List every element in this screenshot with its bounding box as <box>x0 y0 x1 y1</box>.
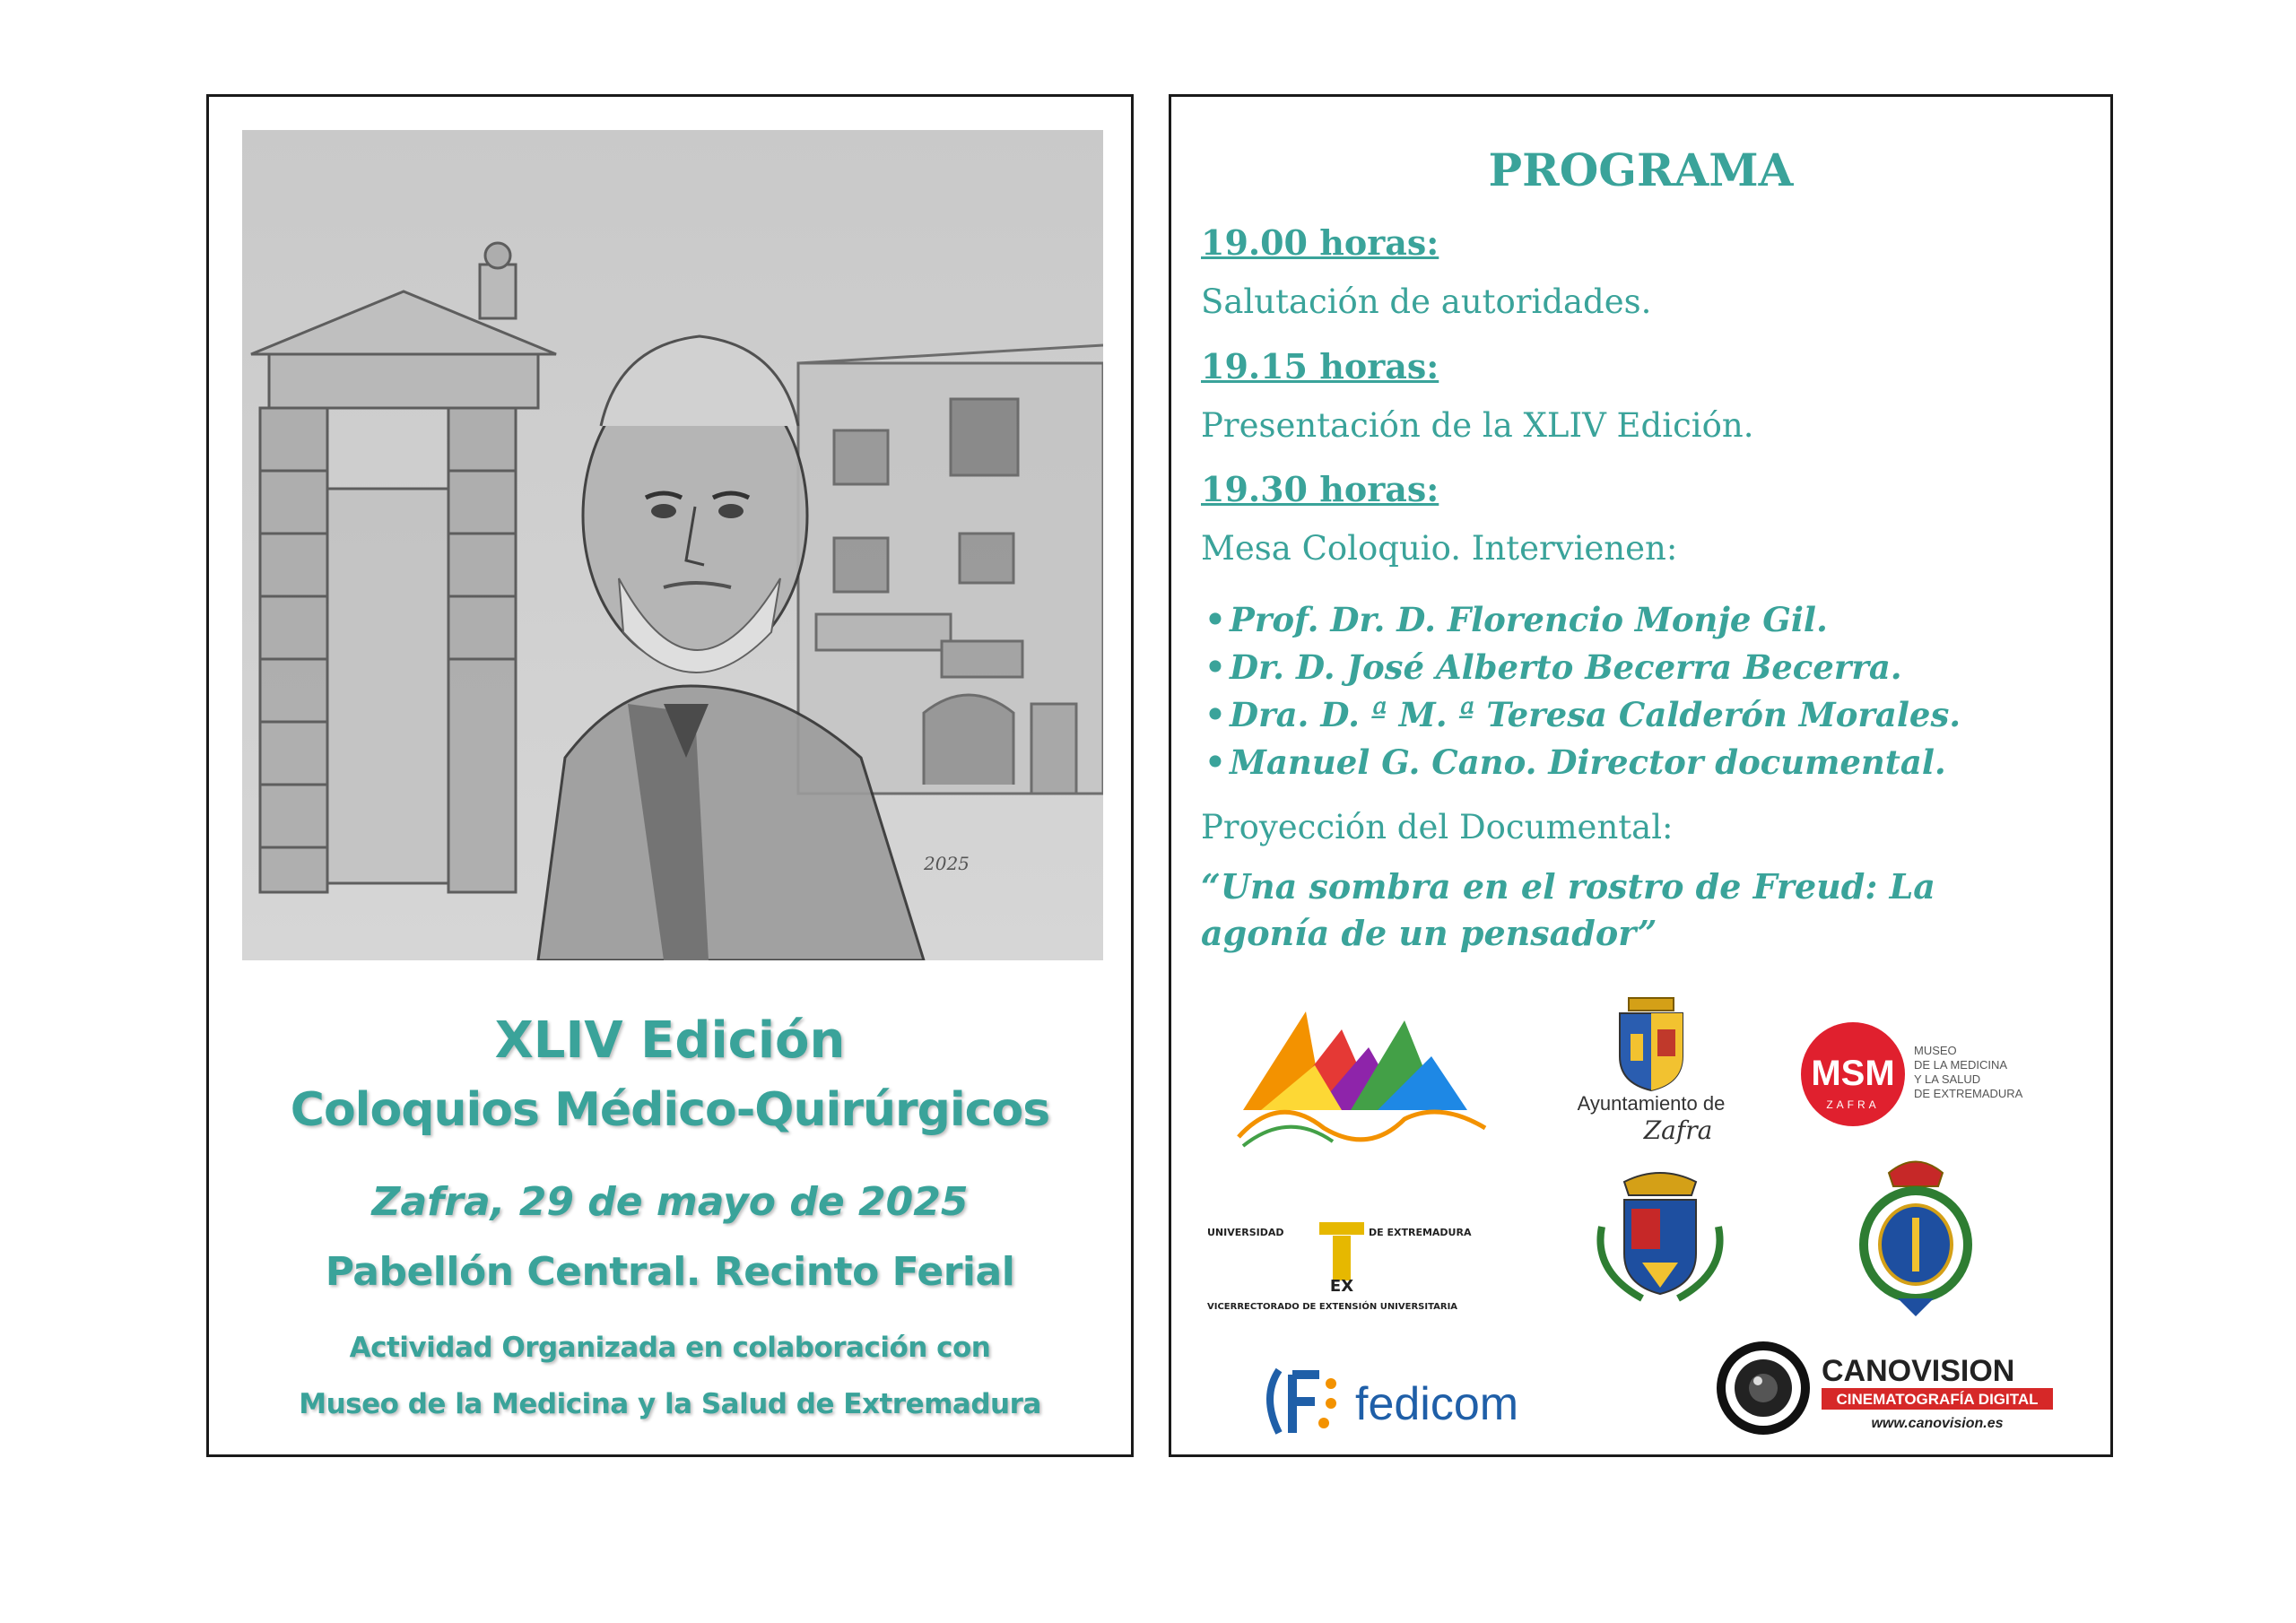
program-desc-3: Mesa Coloquio. Intervienen: <box>1201 529 1678 568</box>
ayuntamiento-zafra-logo: Ayuntamiento de Zafra <box>1544 994 1759 1145</box>
svg-text:DE EXTREMADURA: DE EXTREMADURA <box>1914 1087 2023 1100</box>
zafra-coat-of-arms-icon <box>1611 994 1692 1092</box>
svg-text:CANOVISION: CANOVISION <box>1822 1354 2015 1388</box>
program-time-3: 19.30 horas: <box>1201 469 1439 509</box>
event-title: Coloquios Médico-Quirúrgicos <box>290 1083 1050 1137</box>
svg-text:Y LA SALUD: Y LA SALUD <box>1914 1072 1981 1086</box>
speaker-item: • Dra. D. ª M. ª Teresa Calderón Morales. <box>1201 691 1961 739</box>
svg-text:www.canovision.es: www.canovision.es <box>1871 1416 2004 1431</box>
collaboration-line-1: Actividad Organizada en colaboración con <box>349 1332 991 1364</box>
speaker-list <box>1201 596 1961 786</box>
bullet-icon: • <box>1205 647 1226 687</box>
program-desc-2: Presentación de la XLIV Edición. <box>1201 406 1754 445</box>
freud-sketch-illustration <box>242 130 1103 960</box>
colorful-mountains-logo <box>1225 994 1494 1164</box>
svg-text:VICERRECTORADO DE EXTENSIÓN UN: VICERRECTORADO DE EXTENSIÓN UNIVERSITARIA <box>1207 1302 1458 1312</box>
svg-text:DE LA MEDICINA: DE LA MEDICINA <box>1914 1058 2008 1072</box>
uex-logo <box>1207 1209 1503 1316</box>
fedicom-logo <box>1243 1348 1566 1455</box>
pencil-drawing <box>242 130 1103 960</box>
documentary-title: “Una sombra en el rostro de Freud: La agonía de un pensador” <box>1201 866 1935 953</box>
sketch-signature: 2025 <box>924 853 970 874</box>
svg-text:ZAFRA: ZAFRA <box>1826 1098 1880 1111</box>
event-venue: Pabellón Central. Recinto Ferial <box>325 1249 1015 1295</box>
speaker-item: • Dr. D. José Alberto Becerra Becerra. <box>1201 644 1961 691</box>
bullet-icon: • <box>1205 695 1226 734</box>
canovision-logo <box>1709 1334 2068 1442</box>
program-desc-1: Salutación de autoridades. <box>1201 282 1652 321</box>
edition-title: XLIV Edición <box>494 1011 846 1070</box>
program-time-1: 19.00 horas: <box>1201 222 1439 263</box>
medical-college-crest-1-icon <box>1588 1164 1732 1307</box>
event-date: Zafra, 29 de mayo de 2025 <box>371 1179 969 1225</box>
svg-text:UNIVERSIDAD: UNIVERSIDAD <box>1207 1227 1284 1238</box>
bullet-icon: • <box>1205 600 1226 639</box>
collaboration-line-2: Museo de la Medicina y la Salud de Extremadura <box>299 1388 1041 1420</box>
program-panel <box>1169 94 2113 1457</box>
medical-college-crest-2-icon <box>1853 1150 1979 1321</box>
program-heading: PROGRAMA <box>1488 143 1794 196</box>
svg-text:CINEMATOGRAFÍA DIGITAL: CINEMATOGRAFÍA DIGITAL <box>1836 1391 2039 1408</box>
svg-text:DE EXTREMADURA: DE EXTREMADURA <box>1369 1227 1472 1238</box>
speaker-item: • Manuel G. Cano. Director documental. <box>1201 739 1961 786</box>
poster-panel <box>206 94 1134 1457</box>
speaker-item: • Prof. Dr. D. Florencio Monje Gil. <box>1201 596 1961 644</box>
program-time-2: 19.15 horas: <box>1201 346 1439 386</box>
svg-text:EX: EX <box>1329 1277 1354 1296</box>
bullet-icon: • <box>1205 742 1226 782</box>
svg-text:MUSEO: MUSEO <box>1914 1044 1957 1057</box>
svg-text:fedicom: fedicom <box>1355 1378 1519 1430</box>
svg-text:MSM: MSM <box>1811 1054 1895 1093</box>
msm-museum-logo <box>1799 1011 2050 1137</box>
projection-label: Proyección del Documental: <box>1201 808 1674 846</box>
